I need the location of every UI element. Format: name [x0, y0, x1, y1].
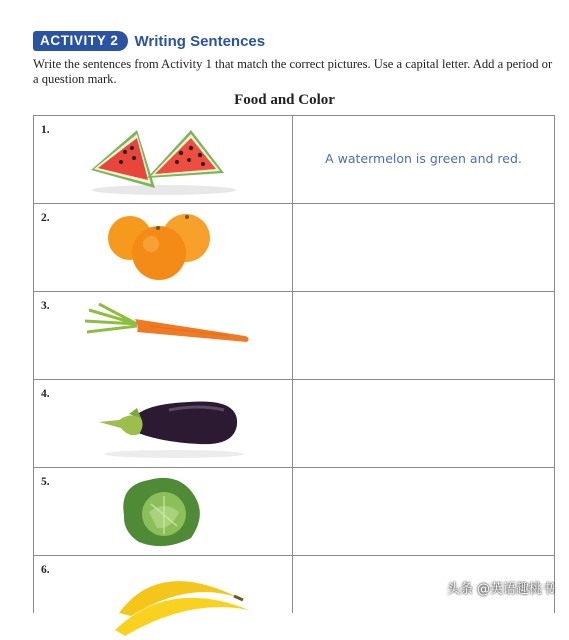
eggplant-image — [79, 382, 249, 464]
watermelon-slices-image — [79, 118, 249, 200]
activity-badge: ACTIVITY 2 — [33, 31, 128, 51]
table-row — [34, 468, 554, 556]
table-row — [34, 116, 554, 204]
row-number: 1. — [41, 124, 50, 136]
instructions-text: Write the sentences from Activity 1 that match the correct pictures. Use a capital letter. Add a period or a question mark. — [33, 57, 553, 86]
picture-cell — [34, 116, 293, 203]
source-watermark: 头条 @英语趣桃书 — [446, 582, 555, 597]
answer-cell[interactable] — [293, 380, 554, 467]
answer-cell[interactable] — [293, 204, 554, 291]
row-number: 5. — [41, 476, 50, 488]
bananas-image — [79, 558, 249, 640]
table-row — [34, 292, 554, 380]
carrot-image — [79, 294, 249, 376]
oranges-image — [79, 206, 249, 288]
row-number: 2. — [41, 212, 50, 224]
row-number: 4. — [41, 388, 50, 400]
picture-cell — [34, 468, 293, 555]
row-number: 3. — [41, 300, 50, 312]
cabbage-image — [79, 470, 249, 552]
answer-text: A watermelon is green and red. — [325, 151, 522, 166]
picture-cell — [34, 204, 293, 291]
food-color-table — [33, 115, 555, 613]
picture-cell — [34, 380, 293, 467]
picture-cell — [34, 292, 293, 379]
activity-title: Writing Sentences — [134, 32, 266, 50]
answer-cell[interactable] — [293, 468, 554, 555]
answer-cell[interactable] — [293, 116, 554, 203]
table-title: Food and Color — [234, 92, 335, 108]
row-number: 6. — [41, 564, 50, 576]
picture-cell — [34, 556, 293, 613]
activity-header — [33, 31, 265, 51]
table-row — [34, 204, 554, 292]
answer-cell[interactable] — [293, 292, 554, 379]
table-row — [34, 380, 554, 468]
